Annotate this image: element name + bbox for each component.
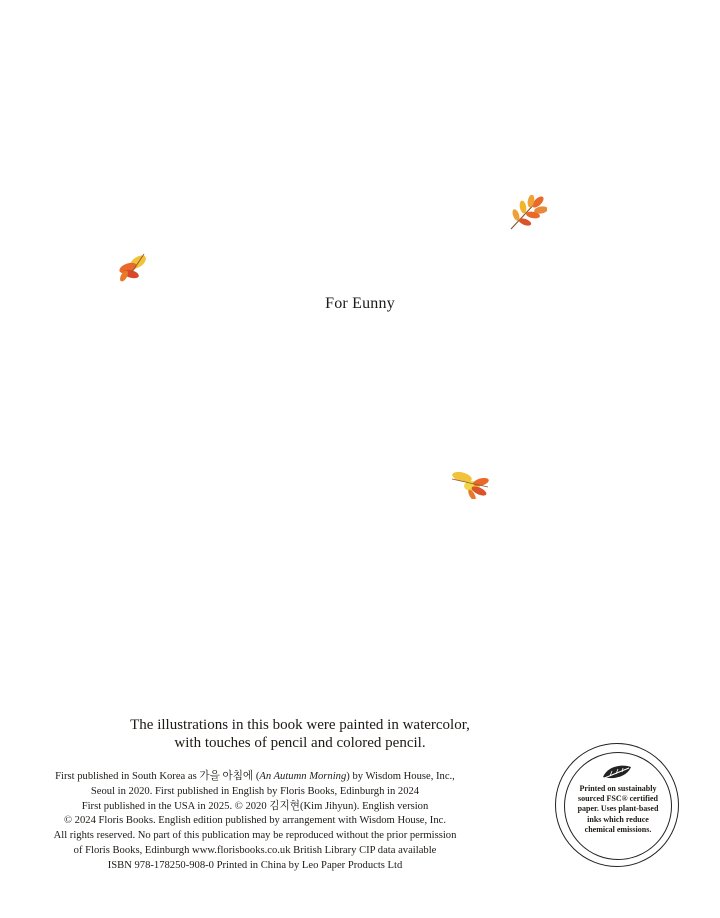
copyright-text: First published in South Korea as: [55, 771, 200, 782]
illustration-note: [40, 716, 560, 752]
eco-line: chemical emissions.: [584, 824, 652, 834]
copyright-text: (: [253, 771, 260, 782]
eco-certification-badge: [555, 743, 679, 867]
copyright-line: Seoul in 2020. First published in English by Floris Books, Edinburgh in 2024: [90, 785, 420, 797]
illustration-note-line: with touches of pencil and colored pencil.: [174, 735, 426, 751]
copyright-line: [20, 770, 490, 785]
isbn-line: ISBN 978-178250-908-0 Printed in China by Leo Paper Products Ltd: [107, 859, 403, 871]
eco-line: inks which reduce: [587, 814, 649, 824]
eco-line: Printed on sustainably: [579, 784, 657, 793]
leaf-icon: [600, 763, 634, 781]
dedication-text: For Eunny: [325, 295, 395, 312]
autumn-leaf-sprig-illustration: [505, 195, 547, 231]
korean-title: 가을 아침에: [199, 771, 254, 782]
eco-statement: [564, 784, 672, 835]
copyright-line: All rights reserved. No part of this publication may be reproduced without the prior permission: [53, 830, 457, 842]
illustration-note-line: The illustrations in this book were painted in watercolor,: [130, 717, 470, 733]
copyright-line: © 2024 Floris Books. English edition published by arrangement with Wisdom House, Inc.: [63, 815, 446, 827]
eco-line: sourced FSC® certified: [577, 794, 659, 804]
copyright-block: [20, 770, 490, 874]
eco-line: paper. Uses plant-based: [577, 804, 659, 814]
copyright-line: of Floris Books, Edinburgh www.florisbooks.co.uk British Library CIP data available: [73, 844, 437, 856]
copyright-line: First published in the USA in 2025. © 2020 김지현(Kim Jihyun). English version: [81, 800, 429, 812]
copyright-text: ) by Wisdom House, Inc.,: [346, 771, 455, 782]
falling-leaf-illustration: [448, 467, 492, 499]
english-title: An Autumn Morning: [259, 771, 347, 782]
falling-leaf-illustration: [116, 250, 152, 284]
